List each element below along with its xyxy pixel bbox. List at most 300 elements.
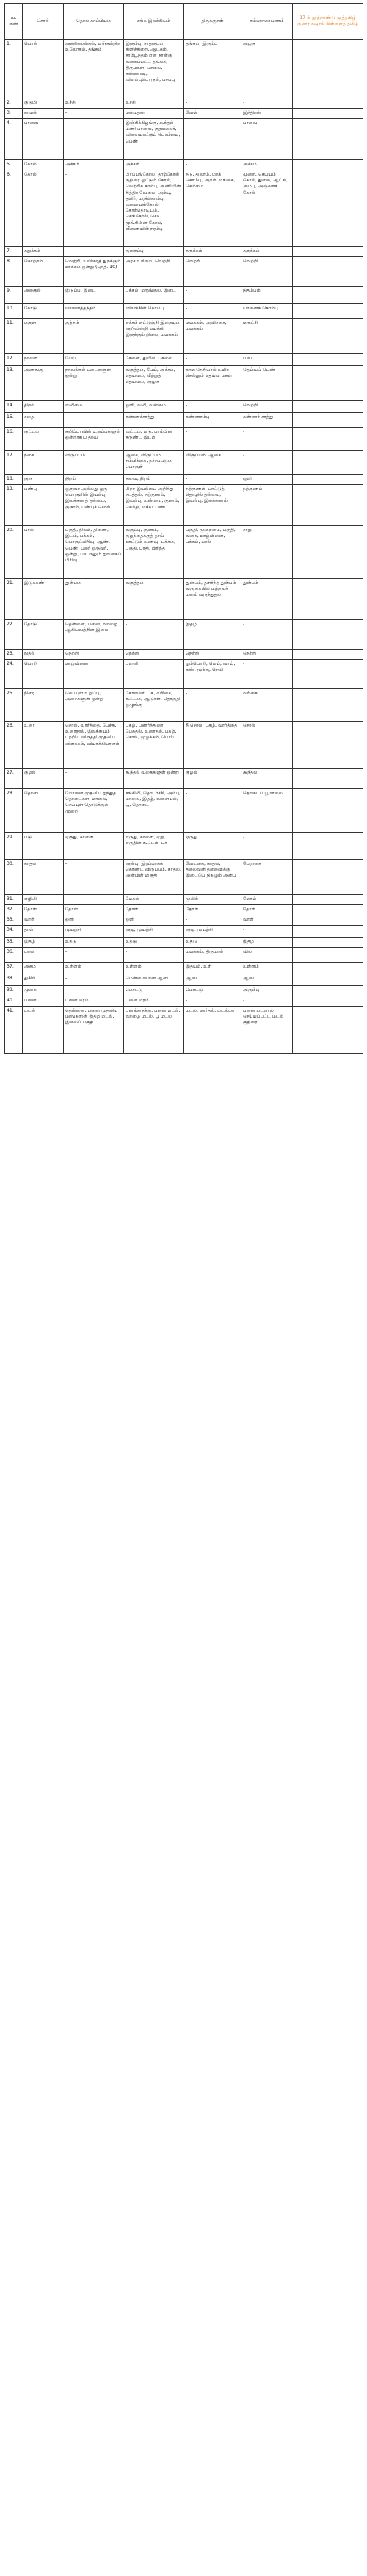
table-row <box>5 650 363 660</box>
cell-kambaramayanam: பனை மடலால் செய்யப்பட்ட மடல் குதிரை <box>241 1007 293 1054</box>
cell-sangam: இஞ்சிக்கிழங்கு, கூந்தல் மணி பாவை, குரவமலர், விளையாட்டுப் பொம்மை, பெண் <box>124 119 184 160</box>
cell-serial: 10. <box>5 304 23 319</box>
cell-kambaramayanam: தோள் <box>241 905 293 915</box>
cell-thirukkural: ஏருது <box>184 833 241 860</box>
cell-pillaithamizh <box>293 413 363 428</box>
cell-tholkappiyam: மோனை முதலிய ஐந்துத் தொடைகள், மாலை, செய்யுள் தொடுக்கும் முறை <box>64 789 124 833</box>
cell-serial: 2. <box>5 98 23 109</box>
cell-word: பொன் <box>23 40 64 98</box>
cell-sangam: உள்ளம் <box>124 963 184 974</box>
cell-kambaramayanam: வாள் <box>241 915 293 926</box>
cell-word: குடுமி <box>23 98 64 109</box>
cell-sangam: சங்கிலி, தொடர்ச்சி, அம்பு, மாலை, இதழ், வளையல், பூ, தொடை <box>124 789 184 833</box>
cell-thirukkural: நீ சொல், புகழ், வார்த்தை <box>184 722 241 769</box>
cell-sangam: மொட்டு <box>124 986 184 996</box>
cell-kambaramayanam: - <box>241 660 293 689</box>
cell-pillaithamizh <box>293 160 363 170</box>
cell-sangam: இரும்பு, சாதரூபம், கிளிச்சிறை, ஆடகம், சாம்பூநதம் என நான்கு வகைப்பட்ட தங்கம், திருமகள், பசலை, கண்ணாடி, விளம்புபொருள், பசப்பு <box>124 40 184 98</box>
cell-kambaramayanam: வரிசை <box>241 689 293 722</box>
cell-thirukkural: ஆடை <box>184 974 241 986</box>
cell-sangam: அடி, முயற்சி <box>124 926 184 938</box>
cell-sangam: வருத்தம், பேய், அச்சம், தெய்வம், வீற்றுத் தெய்வம், அழகு <box>124 366 184 401</box>
cell-tholkappiyam: - <box>64 119 124 160</box>
cell-pillaithamizh <box>293 769 363 789</box>
cell-pillaithamizh <box>293 119 363 160</box>
cell-kambaramayanam: அரும்பு <box>241 986 293 996</box>
cell-thirukkural: வேள் <box>184 109 241 119</box>
cell-serial: 1. <box>5 40 23 98</box>
table-row <box>5 119 363 160</box>
word-comparison-sheet <box>4 3 363 1054</box>
table-row <box>5 926 363 938</box>
cell-tholkappiyam: செய்யுள் உறுப்பு, அசைகளுள் ஒன்று <box>64 689 124 722</box>
cell-tholkappiyam: நாவல்கல் படைகளுள் ஒன்று <box>64 366 124 401</box>
cell-tholkappiyam: கலிப்பாவின் உறுப்புகளுள் ஒன்றாகிய தரவு <box>64 428 124 451</box>
cell-kambaramayanam: துன்பம் <box>241 579 293 620</box>
cell-sangam: வருத்தம் <box>124 579 184 620</box>
cell-sangam: எருது, காளை, ஏறு, எருதின் கூட்டம், பசு <box>124 833 184 860</box>
cell-serial: 35. <box>5 938 23 948</box>
cell-sangam: புள்ளி <box>124 660 184 689</box>
cell-thirukkural: - <box>184 789 241 833</box>
cell-pillaithamizh <box>293 475 363 485</box>
table-row <box>5 413 363 428</box>
cell-pillaithamizh <box>293 579 363 620</box>
cell-pillaithamizh <box>293 915 363 926</box>
cell-serial: 23. <box>5 650 23 660</box>
cell-kambaramayanam: வில் <box>241 948 293 963</box>
table-row <box>5 974 363 986</box>
cell-serial: 20. <box>5 526 23 579</box>
cell-pillaithamizh <box>293 948 363 963</box>
cell-tholkappiyam: குற்றம் <box>64 319 124 354</box>
cell-serial: 33. <box>5 915 23 926</box>
cell-pillaithamizh <box>293 620 363 650</box>
cell-thirukkural: விருப்பம், ஆசை <box>184 451 241 475</box>
cell-thirukkural: துன்பம், தளர்ந்த துன்பம் வருகையில் மற்றவர் மனம் வருந்துதல் <box>184 579 241 620</box>
cell-sangam: பனங்கருக்கு, பனை மடல், வாழை மடல், பூ மடல் <box>124 1007 184 1054</box>
table-row <box>5 722 363 769</box>
cell-kambaramayanam: தொடைப் பூமாலை <box>241 789 293 833</box>
cell-word: குட்டம் <box>23 428 64 451</box>
cell-tholkappiyam: - <box>64 895 124 905</box>
cell-tholkappiyam: நிறம் <box>64 475 124 485</box>
cell-sangam: பிறர் இயல்பை அறிந்து நடத்தல், நற்குணம், இயல்பு, உண்மை, குணம், செய்தி, மக்கட்பண்பு <box>124 485 184 526</box>
cell-kambaramayanam: பேராசை <box>241 860 293 895</box>
cell-serial: 16. <box>5 428 23 451</box>
cell-serial: 11. <box>5 319 23 354</box>
cell-serial: 39. <box>5 986 23 996</box>
cell-tholkappiyam: ஏருது, காளை <box>64 833 124 860</box>
cell-pillaithamizh <box>293 833 363 860</box>
table-row <box>5 257 363 287</box>
table-row <box>5 905 363 915</box>
cell-sangam: புகழ், புணர்ந்துரை, பேசுதல், உரைதல், புகழ், சொல், முழக்கம், பெரிய <box>124 722 184 769</box>
cell-tholkappiyam: பனை மரம் <box>64 996 124 1007</box>
cell-tholkappiyam: நெற்றி <box>64 650 124 660</box>
table-row <box>5 860 363 895</box>
cell-serial: 3. <box>5 109 23 119</box>
cell-pillaithamizh <box>293 401 363 413</box>
cell-serial: 25. <box>5 689 23 722</box>
cell-kambaramayanam: நெற்றி <box>241 650 293 660</box>
cell-word: இதழ் <box>23 938 64 948</box>
cell-serial: 34. <box>5 926 23 938</box>
cell-sangam: எச்சம் எட்டுஞ்சி இறையும் அறிவின்றி மயக்கி இருக்கும் நிலை, மயக்கம் <box>124 319 184 354</box>
cell-kambaramayanam: சாறு <box>241 526 293 579</box>
header-tholkappiyam: தொல் காப்பியம் <box>64 4 124 40</box>
cell-pillaithamizh <box>293 789 363 833</box>
cell-serial: 31. <box>5 895 23 905</box>
cell-serial: 9. <box>5 287 23 304</box>
cell-kambaramayanam: - <box>241 620 293 650</box>
cell-serial: 21. <box>5 579 23 620</box>
cell-tholkappiyam: ஒருவர் அல்லது ஒரு பொருளின் இயல்பு, இலக்கணத் தன்மை, குணம், பண்புச் சொல் <box>64 485 124 526</box>
cell-thirukkural: சுருக்கம் <box>184 247 241 257</box>
word-comparison-table <box>4 3 363 1054</box>
cell-serial: 17. <box>5 451 23 475</box>
cell-tholkappiyam: உள்ளம் <box>64 963 124 974</box>
cell-word: பாவை <box>23 119 64 160</box>
cell-sangam: தோள் <box>124 905 184 915</box>
table-header-row <box>5 4 363 40</box>
cell-pillaithamizh <box>293 40 363 98</box>
cell-serial: 28. <box>5 789 23 833</box>
header-thirukkural: திருக்குறள் <box>184 4 241 40</box>
cell-word: தொடை <box>23 789 64 833</box>
cell-serial: 15. <box>5 413 23 428</box>
cell-kambaramayanam: உள்ளம் <box>241 963 293 974</box>
cell-word: முகை <box>23 986 64 996</box>
cell-word: பொறி <box>23 660 64 689</box>
cell-word: பால் <box>23 526 64 579</box>
cell-tholkappiyam: முயற்சி <box>64 926 124 938</box>
cell-tholkappiyam: தோள் <box>64 905 124 915</box>
table-row <box>5 40 363 98</box>
cell-thirukkural: பகுதி, முறைமை, பகுதி, வகை, ஊழ்வினை, பக்கம், பால் <box>184 526 241 579</box>
cell-word: அகம் <box>23 963 64 974</box>
cell-kambaramayanam: அழகு <box>241 40 293 98</box>
cell-kambaramayanam: கண்ணச் சாத்து <box>241 413 293 428</box>
cell-serial: 26. <box>5 722 23 769</box>
cell-pillaithamizh <box>293 304 363 319</box>
cell-thirukkural: மயக்கம், அவிச்சை, மயக்கம் <box>184 319 241 354</box>
cell-word: கோல் <box>23 170 64 247</box>
cell-sangam: அரச உரிமை, வெற்றி <box>124 257 184 287</box>
cell-sangam: ஒளி <box>124 915 184 926</box>
cell-thirukkural: தங்கம், இரும்பு <box>184 40 241 98</box>
cell-sangam: சுவை, நிறம் <box>124 475 184 485</box>
cell-kambaramayanam: பாவை <box>241 119 293 160</box>
cell-pillaithamizh <box>293 860 363 895</box>
cell-tholkappiyam: சொல், வார்த்தை, பேச்சு, உரைநூல், இலக்கியம் பற்றிய விருத்தி முதலிய விளக்கம், வியாக்கியானம் <box>64 722 124 769</box>
cell-tholkappiyam: - <box>64 170 124 247</box>
cell-word: நிரை <box>23 689 64 722</box>
cell-kambaramayanam: - <box>241 451 293 475</box>
cell-word: குரு <box>23 475 64 485</box>
table-row <box>5 579 363 620</box>
cell-serial: 41. <box>5 1007 23 1054</box>
table-row <box>5 915 363 926</box>
cell-sangam: விலங்கின் கொம்பு <box>124 304 184 319</box>
cell-kambaramayanam: - <box>241 996 293 1007</box>
cell-kambaramayanam: சுருக்கம் <box>241 247 293 257</box>
cell-thirukkural: - <box>184 689 241 722</box>
cell-pillaithamizh <box>293 660 363 689</box>
cell-pillaithamizh <box>293 1007 363 1054</box>
header-serial: வ. எண் <box>5 4 23 40</box>
cell-word: குழல் <box>23 769 64 789</box>
cell-pillaithamizh <box>293 109 363 119</box>
cell-thirukkural: நெற்றி <box>184 650 241 660</box>
cell-thirukkural: மடல், ஊர்தல், மடல்மா <box>184 1007 241 1054</box>
cell-serial: 29. <box>5 833 23 860</box>
table-row <box>5 1007 363 1054</box>
table-row <box>5 366 363 401</box>
cell-sangam: சேனை, துயில், புகலை <box>124 354 184 366</box>
cell-tholkappiyam: விருப்பம் <box>64 451 124 475</box>
cell-kambaramayanam: படை <box>241 354 293 366</box>
cell-word: தோள் <box>23 905 64 915</box>
cell-kambaramayanam: தெய்வப் பெண் <box>241 366 293 401</box>
cell-tholkappiyam: அணிகலன்கள், மஞ்சள்நிற உலோகம், தங்கம் <box>64 40 124 98</box>
cell-thirukkural: ஐம்பொறி, மெய், வாய், கண், மூக்கு, செவி <box>184 660 241 689</box>
cell-kambaramayanam: யானைக் கொம்பு <box>241 304 293 319</box>
cell-sangam: உதடு <box>124 938 184 948</box>
cell-thirukkural: - <box>184 119 241 160</box>
cell-tholkappiyam: தென்னை, பனை முதலிய மரங்களின் இதழ் மடல், இலைப் பகுதி <box>64 1007 124 1054</box>
cell-pillaithamizh <box>293 451 363 475</box>
cell-sangam: ஒளி, வலி, வன்மை <box>124 401 184 413</box>
cell-thirukkural: - <box>184 475 241 485</box>
cell-kambaramayanam: - <box>241 428 293 451</box>
table-row <box>5 98 363 109</box>
cell-thirukkural: - <box>184 401 241 413</box>
header-pillaithamizh: 17-ம் நூற்றாண்டு முத்தமிழ் குமார கவுசல் பிள்ளைத் தமிழ் <box>293 4 363 40</box>
cell-tholkappiyam: அச்சம் <box>64 160 124 170</box>
cell-thirukkural: - <box>184 160 241 170</box>
cell-word: படு <box>23 833 64 860</box>
cell-serial: 13. <box>5 366 23 401</box>
cell-thirukkural: மயக்கம், திருமால் <box>184 948 241 963</box>
cell-sangam: கோவலர், பசு, வரிசை, கூட்டம், ஆடுகள், தொகுதி, ஒழுங்கு <box>124 689 184 722</box>
cell-sangam: பிரப்பங்கோல், தாழ்கோல் குதிரை ஓட்டும் கோல், வெற்றிக் காம்பு, அணியின் சித்திர வேலை, அம்பு, தளிர், மரக்கொம்பு, வளையுங்கோல், கோற்தொடியும், செங்கோல், செடி, மூங்கிலின் கோல், வீணையின் நரம்பு <box>124 170 184 247</box>
cell-pillaithamizh <box>293 366 363 401</box>
table-row <box>5 996 363 1007</box>
cell-serial: 14. <box>5 401 23 413</box>
cell-word: இடுக்கண் <box>23 579 64 620</box>
cell-pillaithamizh <box>293 722 363 769</box>
cell-tholkappiyam: - <box>64 860 124 895</box>
cell-word: பண்பு <box>23 485 64 526</box>
table-row <box>5 526 363 579</box>
table-row <box>5 247 363 257</box>
table-row <box>5 319 363 354</box>
cell-pillaithamizh <box>293 905 363 915</box>
cell-serial: 30. <box>5 860 23 895</box>
table-row <box>5 948 363 963</box>
cell-word: தோடு <box>23 620 64 650</box>
cell-thirukkural: முகில் <box>184 895 241 905</box>
cell-serial: 7. <box>5 247 23 257</box>
table-row <box>5 287 363 304</box>
cell-tholkappiyam: பகுதி, நிலம், திணை, இடம், பக்கம், பொருட்பிரிவு, ஆண், பெண், பலர் ஒருவர், ஒன்று, பல எனும் ஐவகைப் பிரிவு <box>64 526 124 579</box>
cell-serial: 5. <box>5 160 23 170</box>
table-row <box>5 485 363 526</box>
cell-sangam: அச்சம் <box>124 160 184 170</box>
cell-word: துகில் <box>23 974 64 986</box>
cell-thirukkural: தோள் <box>184 905 241 915</box>
table-row <box>5 938 363 948</box>
cell-tholkappiyam: வலிமை <box>64 401 124 413</box>
cell-kambaramayanam: நிதம்பம் <box>241 287 293 304</box>
cell-pillaithamizh <box>293 689 363 722</box>
cell-sangam: மென்மையான ஆடை <box>124 974 184 986</box>
cell-serial: 22. <box>5 620 23 650</box>
cell-tholkappiyam: தென்னை, பனை, வாழை ஆகியவற்றின் இலை <box>64 620 124 650</box>
cell-thirukkural: - <box>184 915 241 926</box>
cell-serial: 18. <box>5 475 23 485</box>
cell-kambaramayanam: வெற்றி <box>241 257 293 287</box>
cell-tholkappiyam: ஊழ்வினை <box>64 660 124 689</box>
cell-sangam: - <box>124 620 184 650</box>
cell-pillaithamizh <box>293 526 363 579</box>
cell-thirukkural: மொட்டு <box>184 986 241 996</box>
cell-tholkappiyam: - <box>64 413 124 428</box>
cell-tholkappiyam: துன்பம் <box>64 579 124 620</box>
cell-pillaithamizh <box>293 247 363 257</box>
cell-thirukkural: நற்குணம், பாட்டுத் தொழில் தன்மை, இயல்பு, இலக்கணம் <box>184 485 241 526</box>
cell-word: கோல் <box>23 160 64 170</box>
cell-sangam: நெற்றி <box>124 650 184 660</box>
cell-pillaithamizh <box>293 319 363 354</box>
cell-pillaithamizh <box>293 986 363 996</box>
cell-serial: 6. <box>5 170 23 247</box>
table-row <box>5 620 363 650</box>
cell-thirukkural: நடு, துலாம், மரக் கொம்பு, அறம், மங்கை, செம்மை <box>184 170 241 247</box>
cell-thirukkural: காம நெறியால் உயிர் செல்லும் தெய்வ மகள் <box>184 366 241 401</box>
cell-pillaithamizh <box>293 354 363 366</box>
cell-thirukkural: இதயம், உள் <box>184 963 241 974</box>
cell-thirukkural: - <box>184 287 241 304</box>
cell-sangam: பனை மரம் <box>124 996 184 1007</box>
table-row <box>5 304 363 319</box>
cell-kambaramayanam: முறை, செய்யும் கோல், துலை, ஆட்சி, அம்பு, அஞ்சனக் கோல் <box>241 170 293 247</box>
cell-kambaramayanam: நற்குணம் <box>241 485 293 526</box>
cell-tholkappiyam: உச்சி <box>64 98 124 109</box>
table-row <box>5 986 363 996</box>
table-row <box>5 833 363 860</box>
table-row <box>5 451 363 475</box>
cell-word: பனை <box>23 996 64 1007</box>
cell-word: மால் <box>23 948 64 963</box>
cell-pillaithamizh <box>293 170 363 247</box>
cell-word: நசை <box>23 451 64 475</box>
cell-tholkappiyam: - <box>64 247 124 257</box>
cell-kambaramayanam: சொல் <box>241 722 293 769</box>
cell-word: வாள் <box>23 915 64 926</box>
table-row <box>5 963 363 974</box>
cell-thirukkural: - <box>184 98 241 109</box>
cell-thirukkural: உதடு <box>184 938 241 948</box>
cell-sangam: மேகம் <box>124 895 184 905</box>
cell-sangam: மன்மதன் <box>124 109 184 119</box>
cell-word: கொற்றம் <box>23 257 64 287</box>
cell-tholkappiyam: வெற்றி, உயிரைத் துறக்கும் ஊக்கம் ஒன்று (புறத். 10) <box>64 257 124 287</box>
cell-serial: 37. <box>5 963 23 974</box>
cell-serial: 27. <box>5 769 23 789</box>
cell-serial: 24. <box>5 660 23 689</box>
header-kambaramayanam: கம்பராமாயணம் <box>241 4 293 40</box>
cell-kambaramayanam: - <box>241 833 293 860</box>
table-row <box>5 354 363 366</box>
cell-serial: 8. <box>5 257 23 287</box>
cell-pillaithamizh <box>293 974 363 986</box>
cell-serial: 12. <box>5 354 23 366</box>
cell-word: நுதல் <box>23 650 64 660</box>
cell-sangam: உச்சி <box>124 98 184 109</box>
cell-word: சதை <box>23 413 64 428</box>
cell-thirukkural: வேட்கை, காதல், தலைவன் தலைவிக்கு இடையே நிகழும் அன்பு <box>184 860 241 895</box>
cell-tholkappiyam: - <box>64 974 124 986</box>
cell-sangam: - <box>124 948 184 963</box>
cell-kambaramayanam: ஆடை <box>241 974 293 986</box>
table-row <box>5 109 363 119</box>
cell-thirukkural: குழல் <box>184 769 241 789</box>
cell-tholkappiyam: யானைத்தந்தம் <box>64 304 124 319</box>
cell-serial: 32. <box>5 905 23 915</box>
cell-word: மடல் <box>23 1007 64 1054</box>
cell-pillaithamizh <box>293 650 363 660</box>
cell-word: தாள் <box>23 926 64 938</box>
cell-sangam: வகுப்பு, குணம், குழந்தைக்குத் தாய் ஊட்டும் உணவு, பக்கம், பகுதி, பாதி, பிரிந்த <box>124 526 184 579</box>
cell-serial: 4. <box>5 119 23 160</box>
cell-word: உரை <box>23 722 64 769</box>
cell-thirukkural: - <box>184 304 241 319</box>
cell-thirukkural: இதழ் <box>184 620 241 650</box>
cell-thirukkural: - <box>184 996 241 1007</box>
cell-sangam: குறைப்பு <box>124 247 184 257</box>
cell-thirukkural: கண்ணாம்பு <box>184 413 241 428</box>
cell-word: காமன் <box>23 109 64 119</box>
cell-pillaithamizh <box>293 996 363 1007</box>
cell-thirukkural: - <box>184 428 241 451</box>
cell-thirukkural: வெற்றி <box>184 257 241 287</box>
cell-word: மருள் <box>23 319 64 354</box>
cell-pillaithamizh <box>293 257 363 287</box>
cell-word: சுறுக்கம் <box>23 247 64 257</box>
table-row <box>5 660 363 689</box>
cell-tholkappiyam: - <box>64 769 124 789</box>
cell-sangam: கூந்தல் வகைகளுள் ஒன்று <box>124 769 184 789</box>
cell-word: அலகுல் <box>23 287 64 304</box>
cell-kambaramayanam: மருட்சி <box>241 319 293 354</box>
table-row <box>5 170 363 247</box>
cell-sangam: ஆசை, விருப்பம், நம்பிக்கை, நச்சப்படும் பொருள் <box>124 451 184 475</box>
cell-thirukkural: அடி, முயற்சி <box>184 926 241 938</box>
cell-sangam: பக்கம், மருங்குல், இடை <box>124 287 184 304</box>
cell-sangam: வட்டம், மடு, பாம்பின் சுருண்ட இடம் <box>124 428 184 451</box>
cell-word: அணங்கு <box>23 366 64 401</box>
header-sangam: சங்க இலக்கியம் <box>124 4 184 40</box>
cell-pillaithamizh <box>293 895 363 905</box>
cell-pillaithamizh <box>293 287 363 304</box>
cell-sangam: அன்பு, இரப்பாகக் கொண்ட விருப்பம், காதல், அன்பின் மிகுதி <box>124 860 184 895</box>
cell-kambaramayanam: ஒளி <box>241 475 293 485</box>
cell-pillaithamizh <box>293 963 363 974</box>
cell-word: திறல் <box>23 401 64 413</box>
cell-pillaithamizh <box>293 938 363 948</box>
